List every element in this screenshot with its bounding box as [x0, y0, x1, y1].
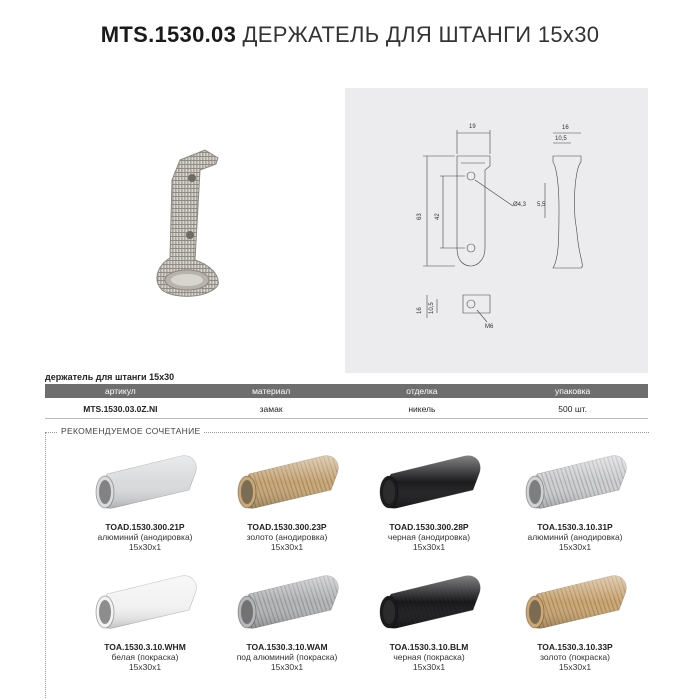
product-code: TOA.1530.3.10.31P	[537, 522, 613, 532]
product-name: ДЕРЖАТЕЛЬ ДЛЯ ШТАНГИ 15х30	[242, 22, 600, 47]
dim-side-offset: 5,5	[537, 202, 546, 208]
product-description: алюминий (анодировка)	[527, 532, 623, 542]
dim-bottom-16: 16	[417, 307, 423, 314]
cell-article: MTS.1530.03.0Z.NI	[83, 404, 158, 414]
cell-package: 500 шт.	[558, 404, 587, 414]
col-package: упаковка	[554, 386, 591, 396]
rail-image	[85, 446, 205, 518]
dim-thread: M6	[485, 324, 494, 330]
dim-top-width: 19	[469, 124, 476, 130]
product-description: золото (покраска)	[540, 652, 610, 662]
product-description: под алюминий (покраска)	[236, 652, 338, 662]
product-photo	[140, 140, 250, 300]
product-description: белая (покраска)	[111, 652, 179, 662]
product-code: TOAD.1530.300.28P	[389, 522, 469, 532]
dim-bottom-105: 10,5	[429, 302, 435, 314]
product-size: 15x30x1	[558, 542, 592, 552]
product-card[interactable]	[354, 446, 504, 552]
product-description: черная (анодировка)	[387, 532, 471, 542]
product-code: TOA.1530.3.10.WHM	[104, 642, 186, 652]
dim-hole-dia: Ø4,3	[513, 202, 527, 208]
rail-image	[369, 446, 489, 518]
product-code: TOAD.1530.300.21P	[105, 522, 185, 532]
rail-image	[369, 566, 489, 638]
product-code: TOA.1530.3.10.BLM	[389, 642, 469, 652]
product-size: 15x30x1	[270, 542, 304, 552]
rail-image	[515, 566, 635, 638]
dim-hole-spacing: 42	[435, 213, 441, 220]
cell-material: замак	[259, 404, 283, 414]
product-code: MTS.1530.03	[100, 22, 237, 47]
rail-image	[85, 566, 205, 638]
product-code: TOA.1530.3.10.33P	[537, 642, 613, 652]
product-card[interactable]	[212, 566, 362, 672]
col-material: материал	[252, 386, 291, 396]
product-size: 15x30x1	[412, 542, 446, 552]
dim-side-width: 16	[562, 125, 569, 131]
product-size: 15x30x1	[558, 662, 592, 672]
cell-finish: никель	[408, 404, 436, 414]
product-description: алюминий (анодировка)	[97, 532, 193, 542]
rail-image	[227, 566, 347, 638]
table-row	[45, 400, 648, 419]
product-card[interactable]	[70, 446, 220, 552]
table-header	[45, 384, 648, 398]
rail-image	[227, 446, 347, 518]
product-card[interactable]	[70, 566, 220, 672]
product-code: TOA.1530.3.10.WAM	[246, 642, 328, 652]
product-description: золото (анодировка)	[246, 532, 328, 542]
col-finish: отделка	[406, 386, 438, 396]
table-caption: держатель для штанги 15х30	[45, 372, 175, 382]
product-card[interactable]	[354, 566, 504, 672]
product-card[interactable]	[500, 566, 650, 672]
product-size: 15x30x1	[412, 662, 446, 672]
product-size: 15x30x1	[128, 542, 162, 552]
technical-drawing	[345, 88, 648, 373]
product-size: 15x30x1	[270, 662, 304, 672]
rail-image	[515, 446, 635, 518]
col-article: артикул	[105, 386, 136, 396]
product-size: 15x30x1	[128, 662, 162, 672]
dim-side-inner: 10,5	[555, 136, 567, 142]
product-code: TOAD.1530.300.23P	[247, 522, 327, 532]
dim-height: 63	[417, 213, 423, 220]
product-description: черная (покраска)	[393, 652, 465, 662]
page-title	[0, 22, 700, 48]
product-card[interactable]	[500, 446, 650, 552]
product-card[interactable]	[212, 446, 362, 552]
recommended-label: РЕКОМЕНДУЕМОЕ СОЧЕТАНИЕ	[58, 426, 203, 436]
